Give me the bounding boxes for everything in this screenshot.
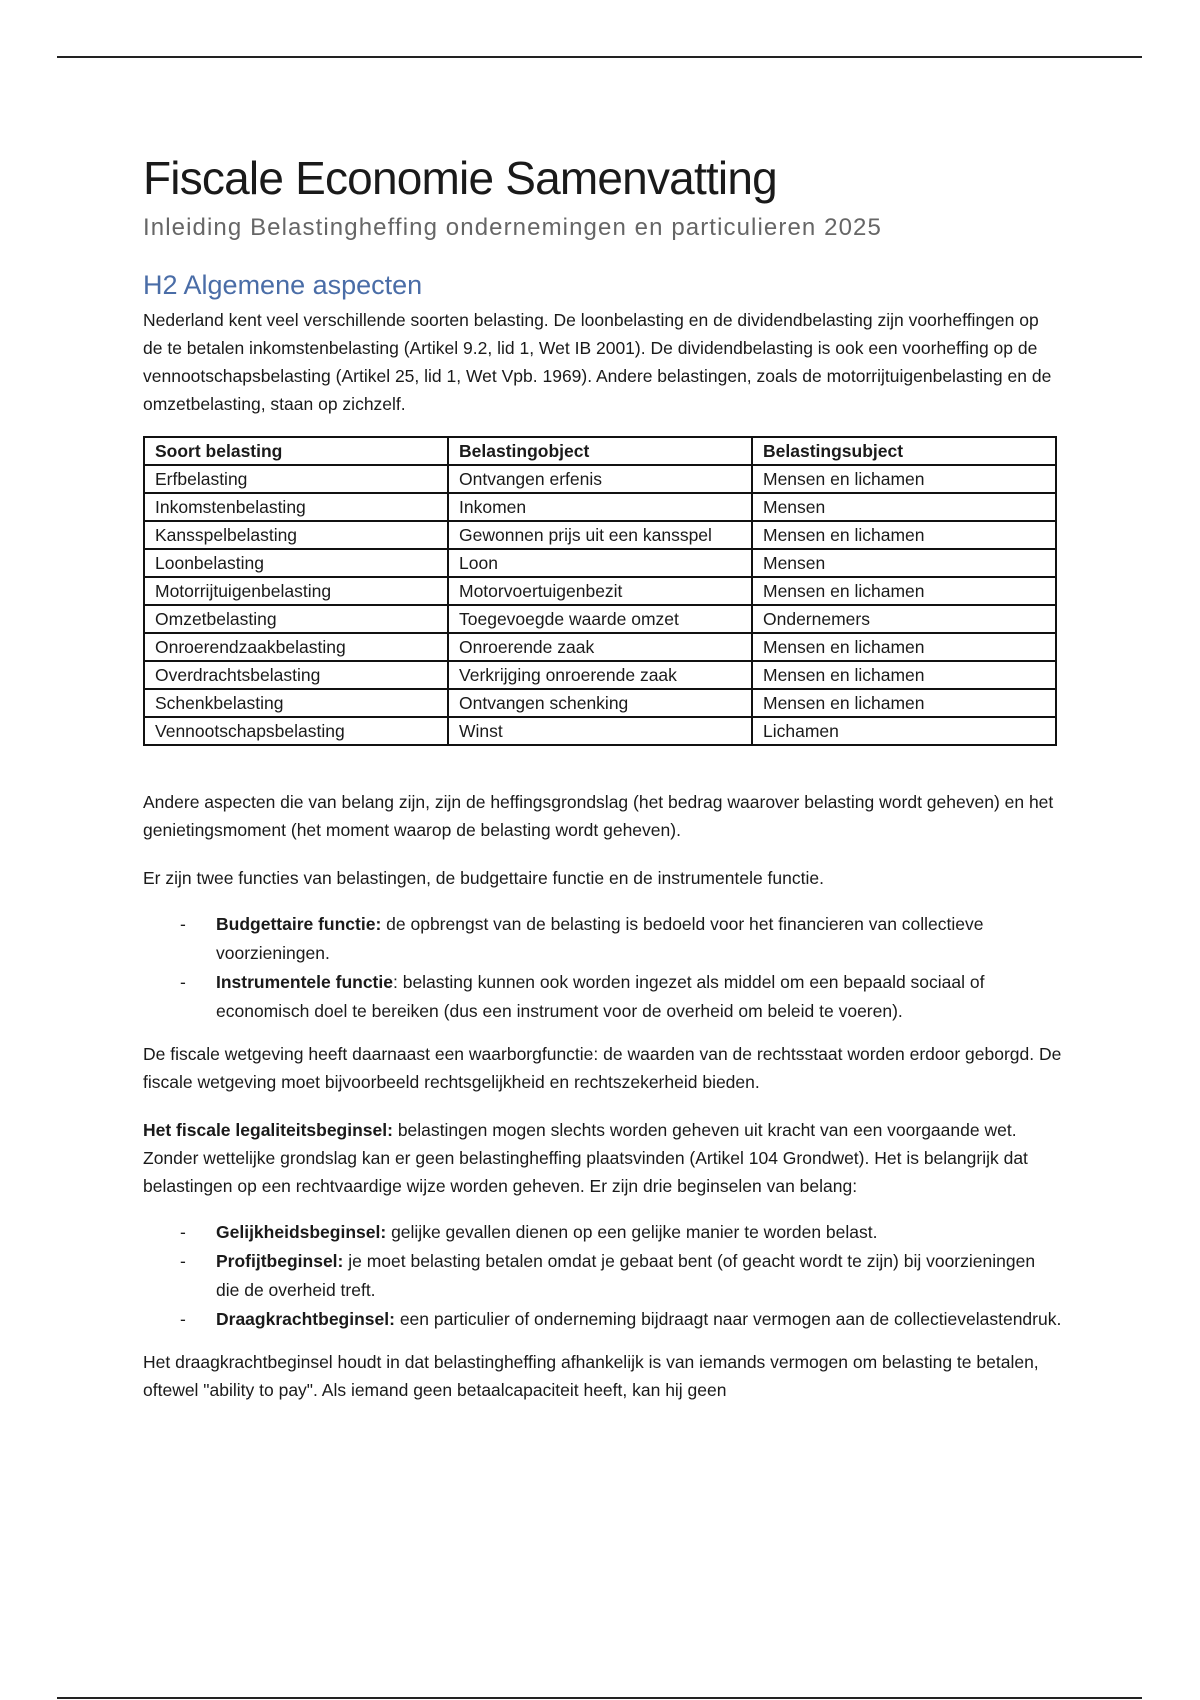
aspects-paragraph: Andere aspecten die van belang zijn, zijn de heffingsgrondslag (het bedrag waarover belasting wordt geheven) en het genietingsmoment (het moment waarop de belasting wordt geheven).	[143, 792, 1054, 840]
dash-bullet-icon: -	[180, 1251, 186, 1271]
cell-soort: Erfbelasting	[144, 465, 448, 493]
column-header-soort: Soort belasting	[144, 437, 448, 465]
cell-soort: Schenkbelasting	[144, 689, 448, 717]
cell-subject: Mensen en lichamen	[752, 465, 1056, 493]
dash-bullet-icon: -	[180, 1222, 186, 1242]
cell-subject: Lichamen	[752, 717, 1056, 745]
list-item-instrumentele	[143, 968, 1063, 1026]
cell-object: Ontvangen erfenis	[448, 465, 752, 493]
cell-subject: Mensen en lichamen	[752, 633, 1056, 661]
table-row	[144, 493, 1056, 521]
list-item-text: gelijke gevallen dienen op een gelijke manier te worden belast.	[386, 1222, 878, 1242]
dash-bullet-icon: -	[180, 1309, 186, 1329]
waarborg-paragraph: De fiscale wetgeving heeft daarnaast een waarborgfunctie: de waarden van de rechtsstaat worden erdoor geborgd. De fiscale wetgeving moet bijvoorbeeld rechtsgelijkheid en rechtszekerheid bieden.	[143, 1044, 1062, 1092]
list-item-term: Profijtbeginsel:	[216, 1251, 344, 1271]
table-row	[144, 689, 1056, 717]
document-page	[143, 150, 1063, 1404]
table-row	[144, 465, 1056, 493]
list-item-text: je moet belasting betalen omdat je gebaat bent (of geacht wordt te zijn) bij voorzieningen die de overheid treft.	[216, 1251, 1036, 1300]
list-item-term: Budgettaire functie:	[216, 914, 382, 934]
table-row	[144, 717, 1056, 745]
cell-object: Onroerende zaak	[448, 633, 752, 661]
cell-object: Motorvoertuigenbezit	[448, 577, 752, 605]
cell-subject: Mensen en lichamen	[752, 689, 1056, 717]
cell-soort: Vennootschapsbelasting	[144, 717, 448, 745]
cell-soort: Omzetbelasting	[144, 605, 448, 633]
list-item-term: Instrumentele functie	[216, 972, 393, 992]
cell-object: Winst	[448, 717, 752, 745]
cell-soort: Onroerendzaakbelasting	[144, 633, 448, 661]
cell-object: Verkrijging onroerende zaak	[448, 661, 752, 689]
cell-object: Gewonnen prijs uit een kansspel	[448, 521, 752, 549]
footer-rule	[57, 1697, 1142, 1699]
cell-subject: Mensen	[752, 549, 1056, 577]
principles-list	[143, 1218, 1063, 1334]
cell-object: Inkomen	[448, 493, 752, 521]
table-row	[144, 605, 1056, 633]
column-header-subject: Belastingsubject	[752, 437, 1056, 465]
cell-subject: Mensen	[752, 493, 1056, 521]
list-item-text: een particulier of onderneming bijdraagt naar vermogen aan de collectievelastendruk.	[394, 1309, 1062, 1329]
cell-subject: Mensen en lichamen	[752, 661, 1056, 689]
tax-types-table	[143, 436, 1057, 746]
cell-subject: Mensen en lichamen	[752, 521, 1056, 549]
list-item-term: Draagkrachtbeginsel:	[216, 1309, 395, 1329]
page-title: Fiscale Economie Samenvatting	[143, 152, 777, 204]
section-heading: H2 Algemene aspecten	[143, 270, 423, 300]
functions-list	[143, 910, 1063, 1026]
table-row	[144, 549, 1056, 577]
cell-subject: Mensen en lichamen	[752, 577, 1056, 605]
cell-object: Loon	[448, 549, 752, 577]
cell-soort: Kansspelbelasting	[144, 521, 448, 549]
intro-paragraph: Nederland kent veel verschillende soorten belasting. De loonbelasting en de dividendbelasting zijn voorheffingen op de te betalen inkomstenbelasting (Artikel 9.2, lid 1, Wet IB 2001). De dividendbelasting is ook een voorheffing op de vennootschapsbelasting (Artikel 25, lid 1, Wet Vpb. 1969). Andere belastingen, zoals de motorrijtuigenbelasting en de omzetbelasting, staan op zichzelf.	[143, 310, 1052, 414]
table-header-row	[144, 437, 1056, 465]
legaliteit-paragraph	[143, 1116, 1063, 1200]
list-item-draagkracht	[143, 1305, 1063, 1334]
legaliteit-text: belastingen mogen slechts worden geheven uit kracht van een voorgaande wet. Zonder wettelijke grondslag kan er geen belastingheffing plaatsvinden (Artikel 104 Grondwet). Het is belangrijk dat belastingen op een rechtvaardige wijze worden geheven. Er zijn drie beginselen van belang:	[143, 1120, 1028, 1196]
list-item-budgettaire	[143, 910, 1063, 968]
cell-object: Ontvangen schenking	[448, 689, 752, 717]
draagkracht-paragraph: Het draagkrachtbeginsel houdt in dat belastingheffing afhankelijk is van iemands vermogen om belasting te betalen, oftewel "ability to pay". Als iemand geen betaalcapaciteit heeft, kan hij geen	[143, 1352, 1039, 1400]
dash-bullet-icon: -	[180, 914, 186, 934]
list-item-term: Gelijkheidsbeginsel:	[216, 1222, 387, 1242]
header-rule	[57, 56, 1142, 58]
cell-soort: Loonbelasting	[144, 549, 448, 577]
list-item-text: : belasting kunnen ook worden ingezet als middel om een bepaald sociaal of economisch doel te bereiken (dus een instrument voor de overheid om beleid te voeren).	[216, 972, 985, 1021]
cell-soort: Inkomstenbelasting	[144, 493, 448, 521]
table-row	[144, 661, 1056, 689]
page-subtitle: Inleiding Belastingheffing ondernemingen en particulieren 2025	[143, 214, 882, 241]
list-item-profijt	[143, 1247, 1063, 1305]
cell-subject: Ondernemers	[752, 605, 1056, 633]
column-header-object: Belastingobject	[448, 437, 752, 465]
dash-bullet-icon: -	[180, 972, 186, 992]
list-item-gelijkheid	[143, 1218, 1063, 1247]
list-item-text: de opbrengst van de belasting is bedoeld voor het financieren van collectieve voorzieningen.	[216, 914, 984, 963]
cell-soort: Overdrachtsbelasting	[144, 661, 448, 689]
legaliteit-term: Het fiscale legaliteitsbeginsel:	[143, 1120, 393, 1140]
cell-soort: Motorrijtuigenbelasting	[144, 577, 448, 605]
functions-paragraph: Er zijn twee functies van belastingen, de budgettaire functie en de instrumentele functie.	[143, 868, 824, 888]
cell-object: Toegevoegde waarde omzet	[448, 605, 752, 633]
table-row	[144, 633, 1056, 661]
table-row	[144, 521, 1056, 549]
table-row	[144, 577, 1056, 605]
